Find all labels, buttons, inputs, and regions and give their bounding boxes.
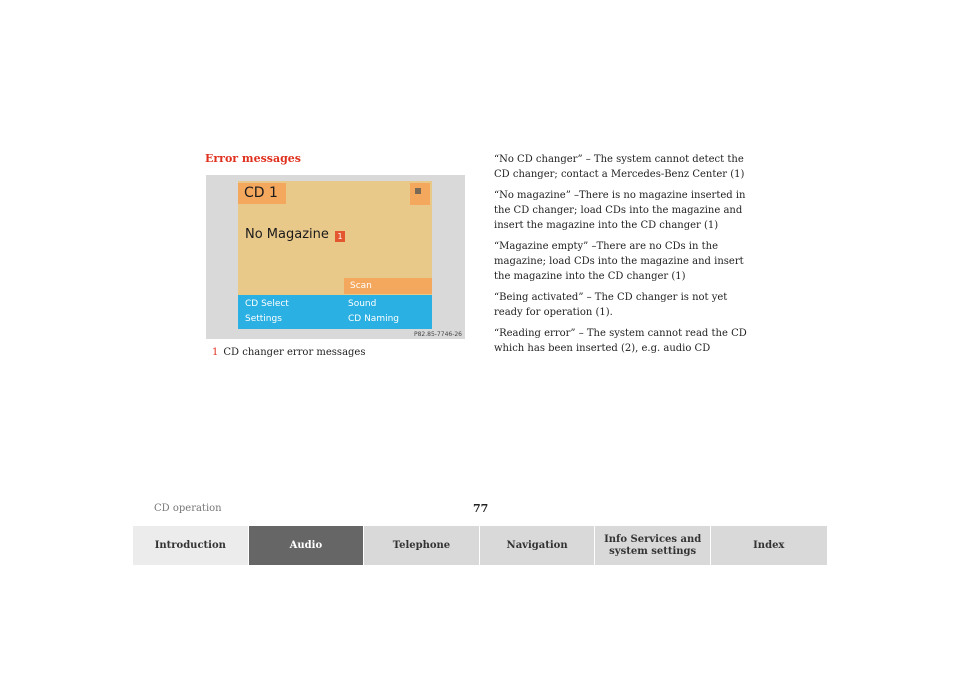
callout-marker: 1	[335, 231, 345, 242]
footer-section-title: CD operation	[154, 503, 222, 514]
cd-source-tab: CD 1	[238, 183, 286, 204]
menu-item-sound: Sound	[348, 299, 377, 309]
caption-number: 1	[212, 347, 219, 358]
figure-display	[206, 175, 465, 339]
paragraph-magazine-empty: “Magazine empty” –There are no CDs in the magazine; load CDs into the magazine and insert the magazine into the CD changer (1)	[494, 241, 744, 282]
body-text	[494, 152, 756, 362]
tab-navigation[interactable]: Navigation	[480, 526, 596, 565]
caption-text: CD changer error messages	[223, 347, 366, 358]
page-number: 77	[473, 502, 489, 515]
tab-audio[interactable]: Audio	[249, 526, 365, 565]
menu-item-cd-select: CD Select	[245, 299, 289, 309]
paragraph-being-activated: “Being activated” – The CD changer is not yet ready for operation (1).	[494, 292, 728, 318]
chapter-tabs	[133, 526, 827, 565]
softkey-menu	[238, 295, 432, 329]
paragraph-reading-error: “Reading error” – The system cannot read the CD which has been inserted (2), e.g. audio CD	[494, 328, 747, 354]
section-heading: Error messages	[205, 152, 301, 165]
display-screen	[238, 181, 432, 329]
status-message: No Magazine	[245, 227, 329, 242]
figure-caption	[212, 347, 365, 358]
corner-indicator-icon	[410, 183, 430, 205]
figure-reference: P82.85-7746-26	[413, 331, 462, 338]
paragraph-no-cd-changer: “No CD changer” – The system cannot detect the CD changer; contact a Mercedes-Benz Center (1)	[494, 154, 745, 180]
tab-telephone[interactable]: Telephone	[364, 526, 480, 565]
tab-index[interactable]: Index	[711, 526, 827, 565]
menu-item-cd-naming: CD Naming	[348, 314, 400, 324]
menu-item-settings: Settings	[245, 314, 282, 324]
tab-introduction[interactable]: Introduction	[133, 526, 249, 565]
paragraph-no-magazine: “No magazine” –There is no magazine inserted in the CD changer; load CDs into the magazine and insert the magazine into the CD changer (1)	[494, 190, 746, 231]
tab-info-services[interactable]: Info Services and system settings	[595, 526, 711, 565]
scan-softkey: Scan	[344, 278, 432, 294]
